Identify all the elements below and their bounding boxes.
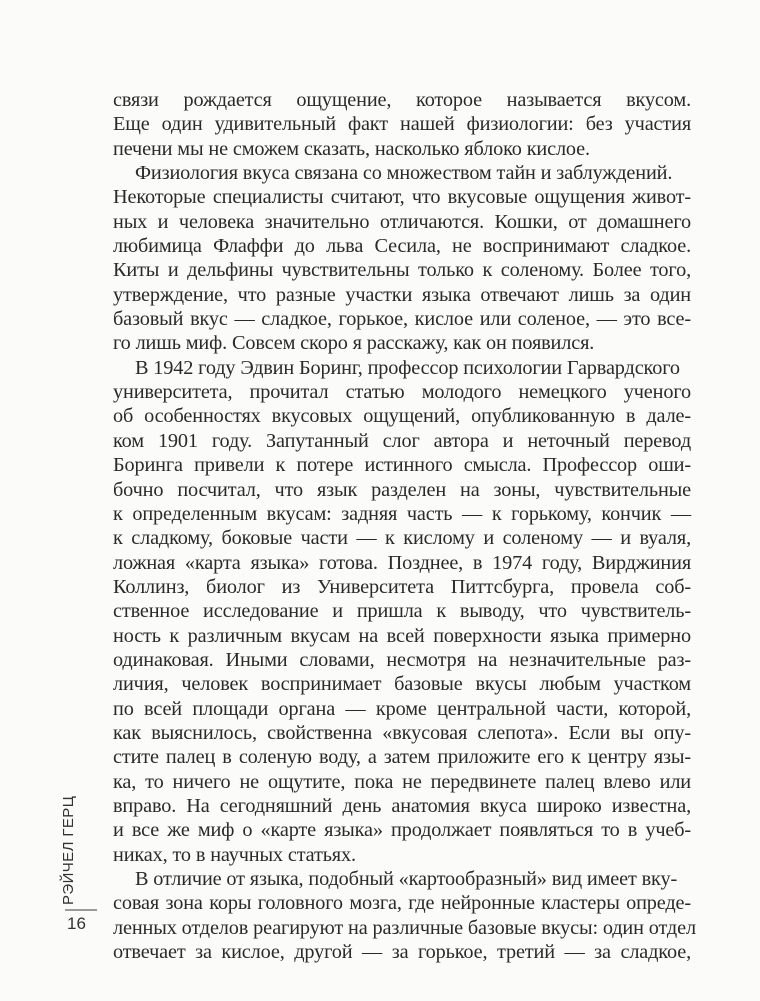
text-line: ственное исследование и пришла к выводу, что чувствитель-: [113, 600, 691, 623]
text-line: к сладкому, боковые части — к кислому и соленому — и вуаля,: [113, 527, 691, 550]
text-line: Еще один удивительный факт нашей физиологии: без участия: [113, 113, 691, 136]
text-line: к определенным вкусам: задняя часть — к горькому, кончик —: [113, 502, 691, 525]
paragraph-start-line: В отличие от языка, подобный «картообразный» вид имеет вку-: [135, 868, 678, 890]
text-line: Боринга привели к потере истинного смысла. Профессор оши-: [113, 454, 691, 477]
text-line: об особенностях вкусовых ощущений, опубликованную в дале-: [113, 405, 691, 428]
text-line: Некоторые специалисты считают, что вкусовые ощущения живот-: [113, 186, 691, 209]
text-line: стите палец в соленую воду, а затем приложите его к центру язы-: [113, 746, 691, 769]
text-line: личия, человек воспринимает базовые вкусы любым участком: [113, 673, 691, 696]
text-line: вправо. На сегодняшний день анатомия вкуса широко известна,: [113, 794, 691, 817]
text-line: бочно посчитал, что язык разделен на зоны, чувствительные: [113, 478, 691, 501]
folio-divider: [65, 909, 97, 911]
text-line: университета, прочитал статью молодого немецкого ученого: [113, 381, 691, 404]
text-line: го лишь миф. Совсем скоро я расскажу, как он появился.: [113, 332, 595, 355]
text-line: по всей площади органа — кроме центральной части, которой,: [113, 697, 691, 720]
text-line: ложная «карта языка» готова. Позднее, в 1974 году, Вирджиния: [113, 551, 691, 574]
body-text: [113, 88, 696, 964]
text-line: базовый вкус — сладкое, горькое, кислое или соленое, — это все-: [113, 308, 691, 331]
text-line: Коллинз, биолог из Университета Питтсбурга, провела соб-: [113, 575, 691, 598]
text-line: ком 1901 году. Запутанный слог автора и неточный перевод: [113, 429, 691, 452]
paragraph-start-line: Физиология вкуса связана со множеством тайн и заблуждений.: [135, 162, 673, 185]
text-line: как выяснилось, свойственна «вкусовая слепота». Если вы опу-: [113, 721, 691, 744]
text-line: совая зона коры головного мозга, где нейронные кластеры опреде-: [113, 892, 691, 915]
text-line: одинаковая. Иными словами, несмотря на незначительные раз-: [113, 648, 691, 671]
paragraph-start-line: В 1942 году Эдвин Боринг, профессор психологии Гарвардского: [135, 356, 680, 379]
text-line: ленных отделов реагируют на различные базовые вкусы: один отдел: [113, 916, 696, 939]
text-line: связи рождается ощущение, которое называется вкусом.: [113, 89, 691, 111]
text-line: любимица Флаффи до льва Сесила, не воспринимают сладкое.: [113, 235, 691, 258]
text-line: утверждение, что разные участки языка отвечают лишь за один: [113, 283, 691, 306]
page-number: 16: [67, 914, 86, 933]
text-line: отвечает за кислое, другой — за горькое, третий — за сладкое,: [113, 941, 691, 964]
running-head-author: РЭЙЧЕЛ ГЕРЦ: [60, 795, 77, 905]
text-line: никах, то в научных статьях.: [113, 843, 356, 866]
text-line: ность к различным вкусам на всей поверхности языка примерно: [113, 624, 691, 647]
text-line: Киты и дельфины чувствительны только к соленому. Более того,: [113, 259, 691, 282]
text-line: ных и человека значительно отличаются. Кошки, от домашнего: [113, 210, 691, 233]
text-line: ка, то ничего не ощутите, пока не передвинете палец влево или: [113, 770, 691, 793]
text-line: и все же миф о «карте языка» продолжает появляться то в учеб-: [113, 819, 691, 842]
text-line: печени мы не сможем сказать, насколько яблоко кислое.: [113, 137, 590, 160]
